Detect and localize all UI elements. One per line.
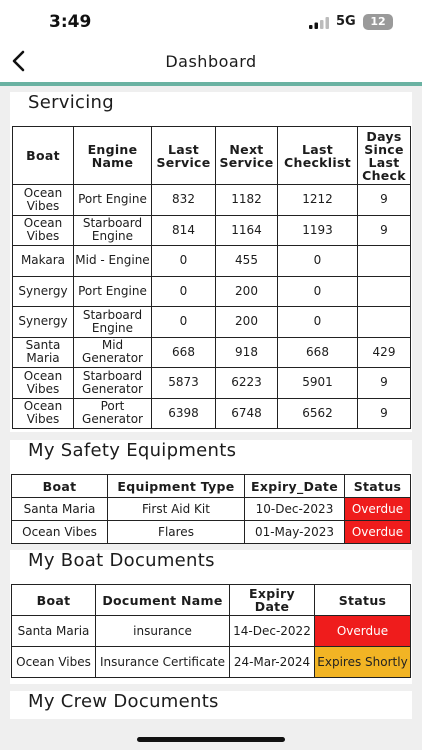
table-cell: Ocean Vibes	[12, 647, 96, 678]
table-cell: Synergy	[13, 307, 74, 338]
table-cell: Mid Generator	[74, 337, 152, 368]
table-cell: Port Engine	[74, 185, 152, 216]
column-header: Status	[315, 585, 411, 616]
table-cell: 918	[216, 337, 278, 368]
table-cell: 01-May-2023	[245, 521, 345, 544]
table-cell: Ocean Vibes	[13, 185, 74, 216]
table-cell: 814	[152, 215, 216, 246]
table-cell: 6398	[152, 398, 216, 429]
table-cell: 9	[358, 398, 411, 429]
boat-documents-title: My Boat Documents	[28, 550, 215, 571]
table-cell: Ocean Vibes	[13, 398, 74, 429]
status-badge: Expires Shortly	[315, 647, 411, 678]
column-header: Equipment Type	[108, 475, 245, 498]
boat-documents-card	[10, 550, 412, 684]
column-header: Document Name	[96, 585, 230, 616]
servicing-table	[12, 126, 411, 429]
table-cell: Starboard Engine	[74, 307, 152, 338]
table-cell: 5873	[152, 368, 216, 399]
column-header: Last Checklist	[278, 127, 358, 185]
table-cell: Santa Maria	[12, 616, 96, 647]
table-cell: 1164	[216, 215, 278, 246]
table-cell: 6223	[216, 368, 278, 399]
status-bar	[0, 0, 422, 44]
table-cell: 668	[152, 337, 216, 368]
table-cell: Synergy	[13, 276, 74, 307]
table-cell: 5901	[278, 368, 358, 399]
table-cell: 200	[216, 276, 278, 307]
table-cell: 1212	[278, 185, 358, 216]
table-cell: First Aid Kit	[108, 498, 245, 521]
table-cell: 6748	[216, 398, 278, 429]
column-header: Boat	[12, 475, 108, 498]
page-title: Dashboard	[165, 52, 257, 71]
table-cell: 9	[358, 215, 411, 246]
status-badge: Overdue	[345, 498, 411, 521]
table-cell: 1182	[216, 185, 278, 216]
table-row[interactable]	[12, 521, 411, 544]
table-cell: Mid - Engine	[74, 246, 152, 277]
table-cell: Starboard Generator	[74, 368, 152, 399]
table-cell: 832	[152, 185, 216, 216]
table-row[interactable]	[13, 398, 411, 429]
table-cell: 455	[216, 246, 278, 277]
status-badge: Overdue	[315, 616, 411, 647]
column-header: Last Service	[152, 127, 216, 185]
table-row[interactable]	[13, 246, 411, 277]
table-row[interactable]	[12, 647, 411, 678]
cellular-signal-icon	[309, 17, 329, 29]
table-cell: 24-Mar-2024	[230, 647, 315, 678]
table-cell: Makara	[13, 246, 74, 277]
column-header: Expiry Date	[230, 585, 315, 616]
table-cell: 0	[278, 307, 358, 338]
table-cell	[358, 276, 411, 307]
table-cell: 0	[278, 276, 358, 307]
safety-title: My Safety Equipments	[28, 440, 237, 461]
table-cell: 1193	[278, 215, 358, 246]
table-row[interactable]	[13, 215, 411, 246]
battery-indicator: 12	[363, 14, 393, 30]
crew-documents-title: My Crew Documents	[28, 691, 219, 712]
table-cell: 429	[358, 337, 411, 368]
table-cell: 9	[358, 368, 411, 399]
nav-bar	[0, 44, 422, 86]
table-cell: Santa Maria	[13, 337, 74, 368]
table-cell: Ocean Vibes	[12, 521, 108, 544]
table-cell: 6562	[278, 398, 358, 429]
column-header: Boat	[13, 127, 74, 185]
table-cell: 14-Dec-2022	[230, 616, 315, 647]
boat-documents-table	[11, 584, 411, 678]
table-cell: 9	[358, 185, 411, 216]
status-time: 3:49	[49, 12, 92, 32]
crew-documents-card	[10, 691, 412, 719]
table-cell: Port Generator	[74, 398, 152, 429]
table-cell: Ocean Vibes	[13, 215, 74, 246]
table-row[interactable]	[13, 368, 411, 399]
servicing-card	[10, 92, 412, 432]
table-row[interactable]	[13, 337, 411, 368]
column-header: Next Service	[216, 127, 278, 185]
column-header: Boat	[12, 585, 96, 616]
safety-table	[11, 474, 411, 544]
table-row[interactable]	[12, 498, 411, 521]
table-cell: Santa Maria	[12, 498, 108, 521]
table-cell: 10-Dec-2023	[245, 498, 345, 521]
table-cell: Flares	[108, 521, 245, 544]
table-row[interactable]	[13, 276, 411, 307]
table-cell: 0	[278, 246, 358, 277]
column-header: Days Since Last Check	[358, 127, 411, 185]
table-cell: 668	[278, 337, 358, 368]
column-header: Engine Name	[74, 127, 152, 185]
table-cell	[358, 307, 411, 338]
table-cell: 0	[152, 246, 216, 277]
home-indicator	[137, 737, 285, 742]
network-type: 5G	[336, 14, 356, 29]
table-row[interactable]	[13, 307, 411, 338]
table-cell: insurance	[96, 616, 230, 647]
column-header: Status	[345, 475, 411, 498]
table-row[interactable]	[13, 185, 411, 216]
table-cell: 0	[152, 276, 216, 307]
servicing-title: Servicing	[28, 92, 114, 113]
table-cell: Starboard Engine	[74, 215, 152, 246]
safety-card	[10, 440, 412, 544]
table-cell: Insurance Certificate	[96, 647, 230, 678]
table-cell: Port Engine	[74, 276, 152, 307]
table-row[interactable]	[12, 616, 411, 647]
table-cell: 0	[152, 307, 216, 338]
table-cell: 200	[216, 307, 278, 338]
table-cell	[358, 246, 411, 277]
column-header: Expiry_Date	[245, 475, 345, 498]
table-cell: Ocean Vibes	[13, 368, 74, 399]
status-badge: Overdue	[345, 521, 411, 544]
